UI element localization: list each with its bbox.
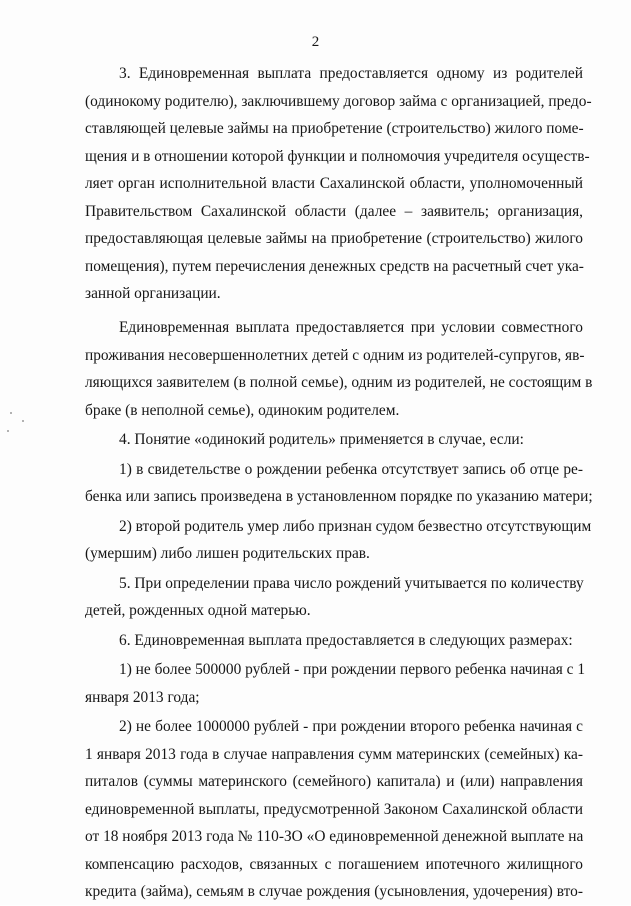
text-line: января 2013 года; <box>85 688 200 706</box>
text-line: от 18 ноября 2013 года № 110-ЗО «О единовременной денежной выплате на <box>85 828 584 845</box>
text-line: ставляющей целевые займы на приобретение (строительство) жилого поме- <box>85 120 584 137</box>
text-line: Единовременная выплата предоставляется при условии совместного <box>119 319 583 336</box>
text-line: компенсацию расходов, связанных с погашением ипотечного жилищного <box>85 855 583 873</box>
text-line: браке (в неполной семье), одиноким родителем. <box>85 401 400 419</box>
scan-speck <box>7 430 9 432</box>
text-line: единовременной выплаты, предусмотренной Законом Сахалинской области <box>85 800 583 818</box>
text-line: предоставляющая целевые займы на приобретение (строительство) жилого <box>85 230 583 247</box>
text-line: детей, рожденных одной матерью. <box>85 602 311 619</box>
text-line: 2) второй родитель умер либо признан судом безвестно отсутствующим <box>119 517 592 535</box>
text-line: ляет орган исполнительной власти Сахалинской области, уполномоченный <box>85 175 583 192</box>
text-line: проживания несовершеннолетних детей с одним из родителей-супругов, яв- <box>85 346 585 364</box>
text-line: бенка или запись произведена в установленном порядке по указанию матери; <box>85 488 593 505</box>
text-line: 2) не более 1000000 рублей - при рождении второго ребенка начиная с <box>119 718 583 735</box>
text-line: Правительством Сахалинской области (далее – заявитель; организация, <box>85 202 583 220</box>
text-line: помещения), путем перечисления денежных средств на расчетный счет ука- <box>85 257 584 275</box>
text-line: ляющихся заявителем (в полной семье), одним из родителей, не состоящим в <box>85 374 593 391</box>
text-line: 5. При определении права число рождений учитывается по количеству <box>119 574 584 592</box>
page-number: 2 <box>311 34 320 50</box>
text-line: (одинокому родителю), заключившему договор займа с организацией, предо- <box>85 92 592 110</box>
text-line: щения и в отношении которой функции и полномочия учредителя осуществ- <box>85 147 590 165</box>
text-line: занной организации. <box>85 285 221 302</box>
text-line: кредита (займа), семьям в случае рождения (усыновления, удочерения) вто- <box>85 883 583 900</box>
scan-speck <box>10 412 12 414</box>
document-body <box>85 60 593 906</box>
text-line: 6. Единовременная выплата предоставляется в следующих размерах: <box>119 631 573 649</box>
scan-speck <box>22 420 24 422</box>
text-line: 4. Понятие «одинокий родитель» применяется в случае, если: <box>119 431 524 448</box>
text-line: питалов (суммы материнского (семейного) капитала) и (или) направления <box>85 773 583 790</box>
text-line: (умершим) либо лишен родительских прав. <box>85 545 370 562</box>
text-line: 3. Единовременная выплата предоставляется одному из родителей <box>119 65 583 82</box>
text-line: 1) в свидетельстве о рождении ребенка отсутствует запись об отце ре- <box>119 460 583 478</box>
text-line: 1) не более 500000 рублей - при рождении первого ребенка начиная с 1 <box>119 661 586 678</box>
text-line: 1 января 2013 года в случае направления сумм материнских (семейных) ка- <box>85 745 583 763</box>
